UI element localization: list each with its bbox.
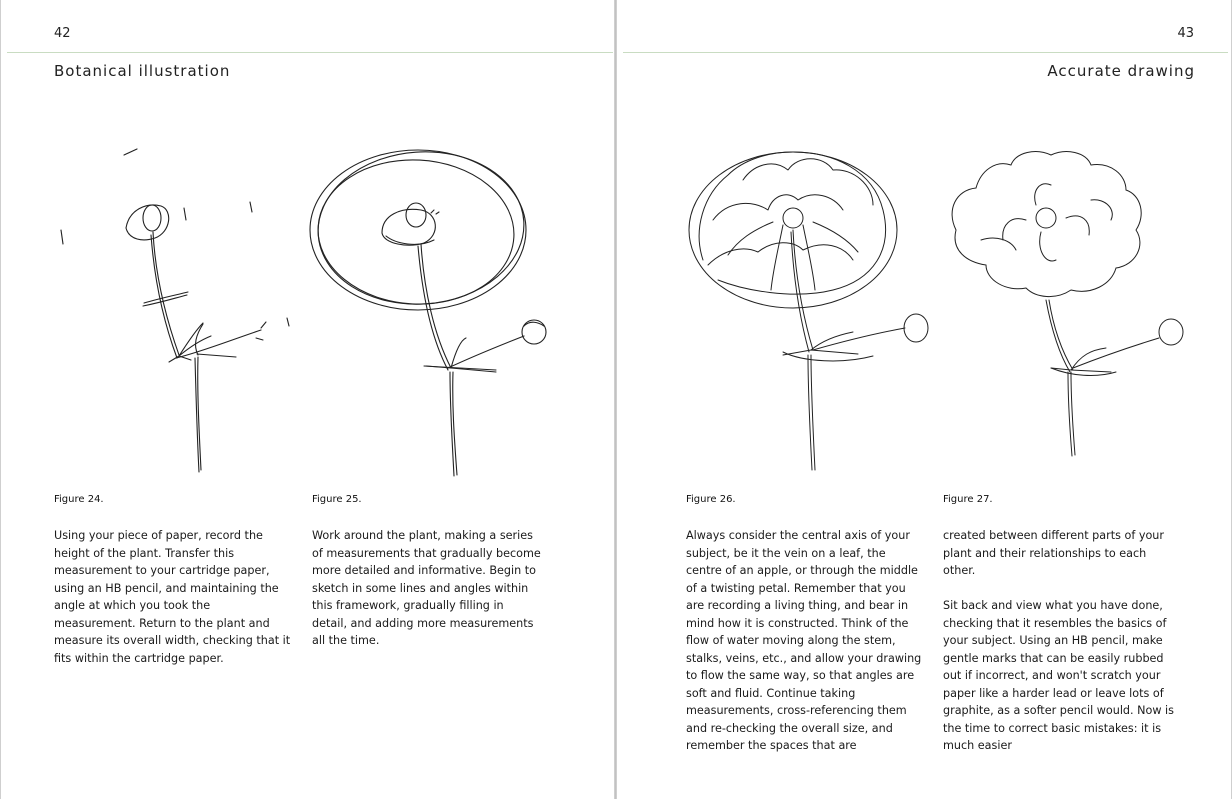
- right-page: [617, 0, 1232, 799]
- figure-24-label: Figure 24.: [54, 494, 104, 505]
- figure-24-text: [54, 527, 294, 685]
- figure-27-label: Figure 27.: [943, 494, 993, 505]
- figure-27-text: [943, 527, 1179, 772]
- running-title-left: Botanical illustration: [54, 62, 231, 80]
- figure-25-label: Figure 25.: [312, 494, 362, 505]
- paragraph: created between different parts of your plant and their relationships to each other.: [943, 529, 1164, 577]
- header-rule-left: [7, 52, 613, 53]
- figure-26-label: Figure 26.: [686, 494, 736, 505]
- left-page: [0, 0, 614, 799]
- page-number-left: 42: [54, 26, 71, 41]
- figure-25-drawing: [306, 140, 556, 480]
- page-number-right: 43: [1177, 26, 1194, 41]
- paragraph: Using your piece of paper, record the height of the plant. Transfer this measurement to your cartridge paper, using an HB pencil, and maintaining the angle at which you took the measurement. Return to the plant and measure its overall width, checking that it fits within the cartridge paper.: [54, 529, 291, 665]
- figure-26-text: [686, 527, 922, 772]
- header-rule-right: [623, 52, 1228, 53]
- figure-24-drawing: [51, 140, 301, 480]
- running-title-right: Accurate drawing: [1047, 62, 1195, 80]
- paragraph: Always consider the central axis of your subject, be it the vein on a leaf, the centre of an apple, or through the middle of a twisting petal. Remember that you are recording a living thing, and bear in mind how it is constructed. Think of the flow of water moving along the stem, stalks, veins, etc., and allow your drawing to flow the same way, so that angles are soft and fluid. Continue taking measurements, cross-referencing them and re-checking the overall size, and remember the spaces that are: [686, 529, 922, 752]
- figure-25-text: [312, 527, 542, 667]
- paragraph: Sit back and view what you have done, checking that it resembles the basics of your subject. Using an HB pencil, make gentle marks that can be easily rubbed out if incorrect, and won't scratch your paper like a harder lead or leave lots of graphite, as a softer pencil would. Now is the time to correct basic mistakes: it is much easier: [943, 599, 1174, 752]
- figure-27-drawing: [941, 140, 1191, 480]
- figure-26-drawing: [683, 140, 933, 480]
- paragraph: Work around the plant, making a series of measurements that gradually become more detailed and informative. Begin to sketch in some lines and angles within this framework, gradually filling in detail, and adding more measurements all the time.: [312, 529, 541, 647]
